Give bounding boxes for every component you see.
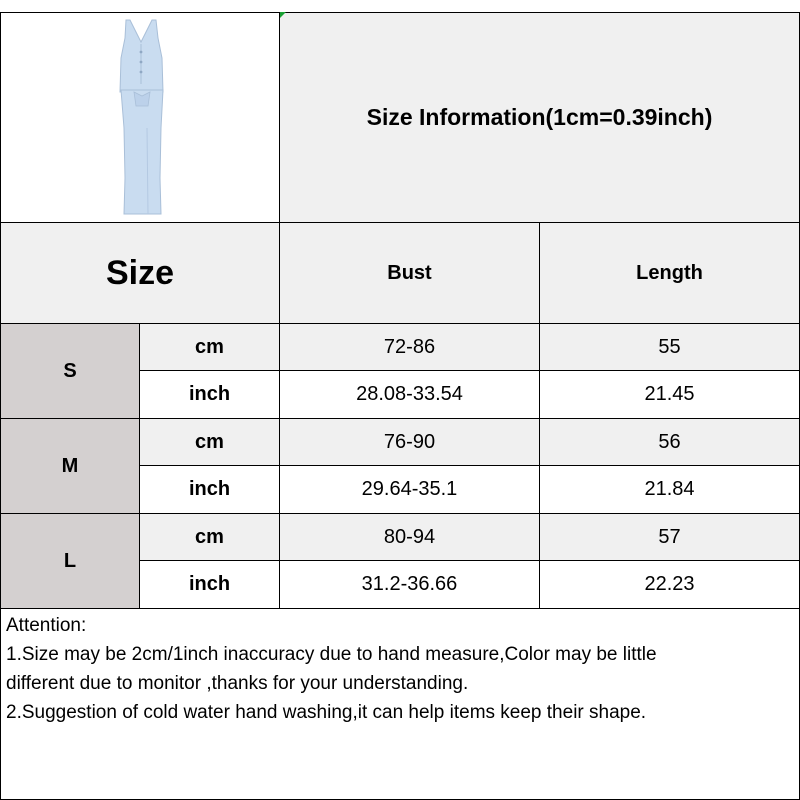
length-value: 21.84 <box>644 478 695 500</box>
note-line: 1.Size may be 2cm/1inch inaccuracy due to hand measure,Color may be little <box>6 644 657 665</box>
bust-value: 28.08-33.54 <box>356 383 463 405</box>
note-line: 2.Suggestion of cold water hand washing,it can help items keep their shape. <box>6 702 647 723</box>
bust-value: 72-86 <box>383 335 436 358</box>
unit-label: cm <box>195 335 224 358</box>
bust-value: 29.64-35.1 <box>361 478 458 500</box>
divider <box>0 418 800 419</box>
size-header: Size <box>105 253 175 292</box>
size-label-l: L <box>1 514 139 608</box>
divider <box>0 222 800 223</box>
divider <box>140 370 800 371</box>
note-line: different due to monitor ,thanks for your understanding. <box>6 673 469 694</box>
divider <box>140 465 800 466</box>
unit-label: inch <box>188 478 231 500</box>
product-image <box>64 18 219 219</box>
bust-value: 31.2-36.66 <box>361 573 458 595</box>
divider <box>140 560 800 561</box>
attention-heading: Attention: <box>6 615 87 636</box>
divider <box>279 12 280 609</box>
length-value: 55 <box>658 335 681 358</box>
unit-label: cm <box>195 430 224 453</box>
unit-label: inch <box>188 573 231 595</box>
unit-label: cm <box>195 525 224 548</box>
length-value: 22.23 <box>644 573 695 595</box>
bust-value: 80-94 <box>383 525 436 548</box>
divider <box>0 608 800 609</box>
page-title: Size Information(1cm=0.39inch) <box>366 104 713 130</box>
divider <box>0 513 800 514</box>
length-value: 21.45 <box>644 383 695 405</box>
bust-value: 76-90 <box>383 430 436 453</box>
length-value: 56 <box>658 430 681 453</box>
divider <box>139 323 140 609</box>
column-header-bust: Bust <box>387 261 432 284</box>
divider <box>539 222 540 609</box>
column-header-length: Length <box>636 261 703 284</box>
divider <box>0 323 800 324</box>
dress-icon <box>64 18 219 219</box>
attention-notes <box>6 611 796 727</box>
length-value: 57 <box>658 525 681 548</box>
size-label-m: M <box>1 419 139 513</box>
size-label-s: S <box>1 324 139 418</box>
unit-label: inch <box>188 383 231 405</box>
